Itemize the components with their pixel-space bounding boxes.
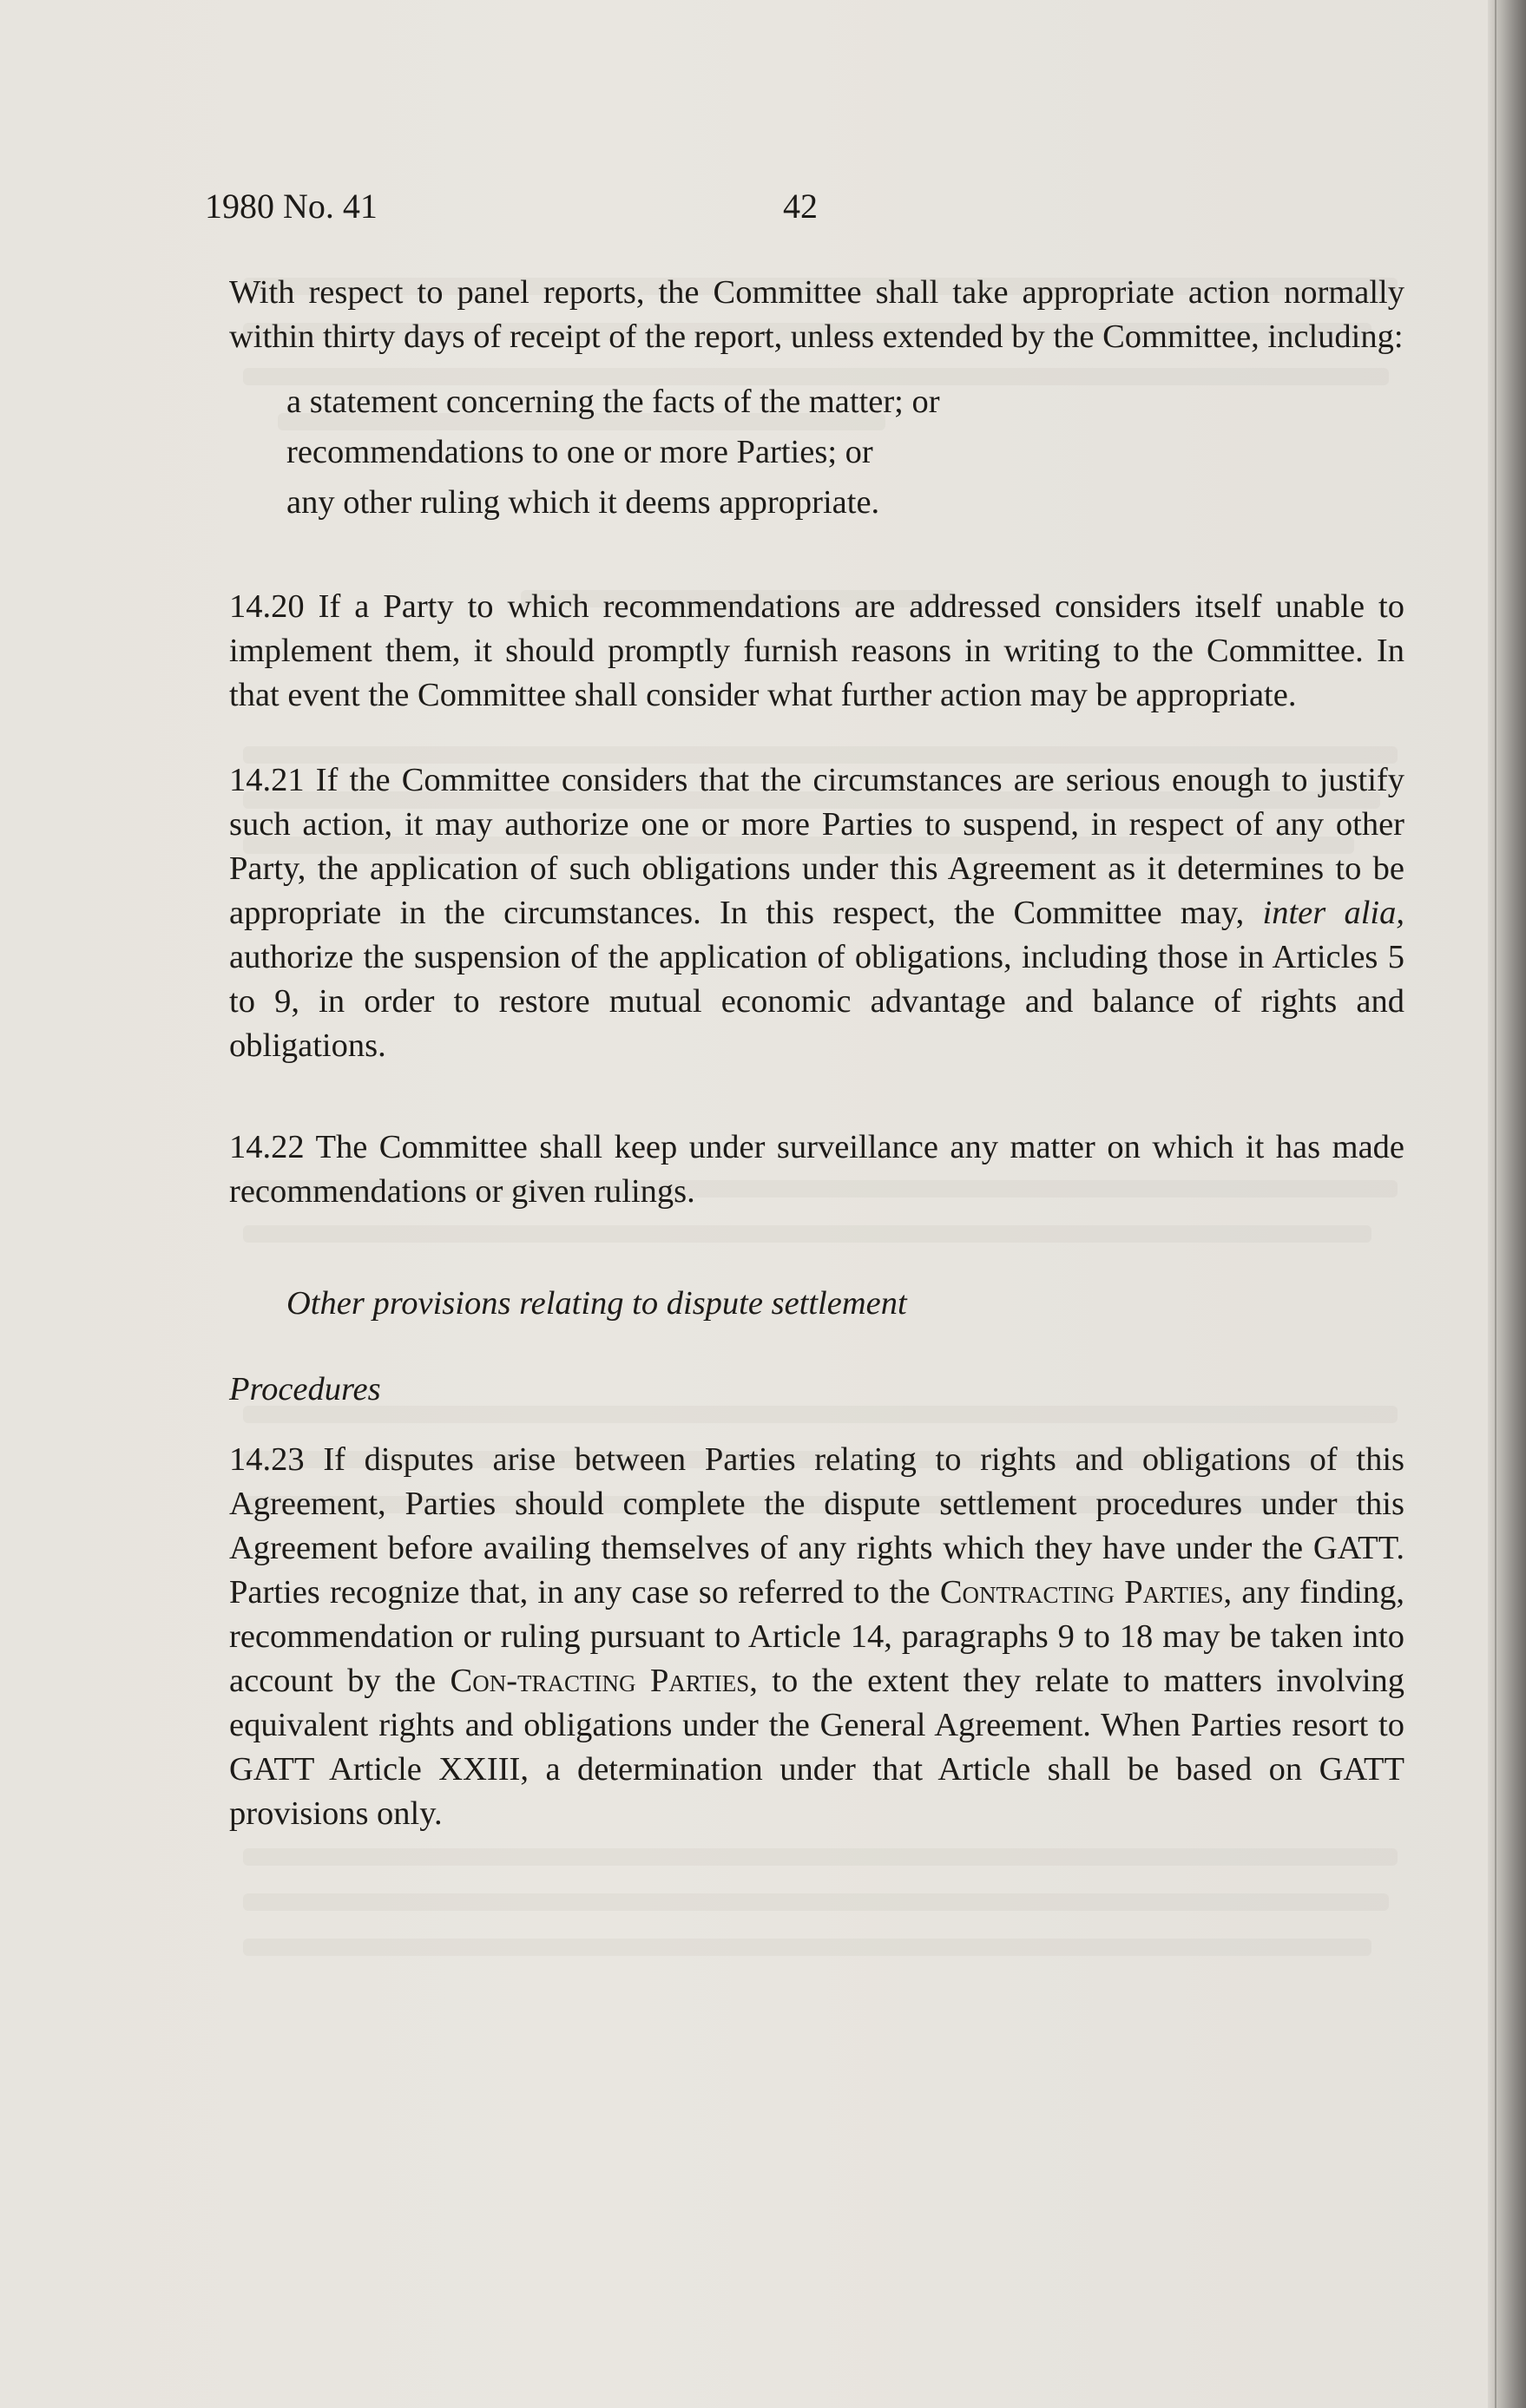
section-heading: Other provisions relating to dispute settlement [286, 1285, 907, 1322]
small-caps-term: Contracting Parties, [939, 1574, 1233, 1611]
paragraph-14-23 [229, 1438, 1404, 1836]
paragraph-text: any finding, recommendation or ruling pursuant to Article 14, paragraphs 9 to 18 may be taken into account by the [229, 1574, 1405, 1699]
list-item: any other ruling which it deems appropriate. [286, 484, 880, 521]
paragraph-14-21 [229, 758, 1404, 1068]
sub-heading: Procedures [229, 1371, 381, 1407]
document-reference: 1980 No. 41 [205, 187, 378, 226]
list-item: a statement concerning the facts of the matter; or [286, 384, 940, 420]
paragraph-number: 14.21 [229, 762, 305, 798]
paragraph-text: authorize the suspension of the application of obligations, including those in Articles 5 to 9, in order to restore mutual economic advantage and balance of rights and obligations. [229, 939, 1404, 1064]
paragraph-number: 14.22 [229, 1129, 305, 1165]
paragraph-text: The Committee shall keep under surveillance any matter on which it has made recommendations or given rulings. [229, 1129, 1404, 1210]
page-number: 42 [783, 187, 818, 226]
page-edge-line [1495, 0, 1496, 2408]
list-item: recommendations to one or more Parties; or [286, 434, 873, 470]
body-text [229, 271, 1404, 1836]
page-edge-shadow [1488, 0, 1526, 2408]
paragraph-text: If disputes arise between Parties relating to rights and obligations of this Agreement, Parties should complete the dispute settlement procedures under this Agreement before availing themselves of any rights which they have under the GATT. Parties recognize that, in any case so referred to the [229, 1441, 1405, 1611]
paragraph-number: 14.23 [229, 1441, 305, 1478]
paragraph-14-20 [229, 585, 1404, 718]
paragraph-14-22 [229, 1125, 1404, 1214]
intro-paragraph: With respect to panel reports, the Committee shall take appropriate action normally within thirty days of receipt of the report, unless extended by the Committee, including: [229, 274, 1404, 355]
paragraph-number: 14.20 [229, 588, 305, 625]
paragraph-text: to the extent they relate to matters involving equivalent rights and obligations under the General Agreement. When Parties resort to GATT Article XXIII, a determination under that Article shall be based on GATT provisions only. [229, 1663, 1405, 1832]
emphasis-text: inter alia, [1262, 895, 1404, 931]
action-list [286, 377, 1404, 528]
paragraph-text: If the Committee considers that the circumstances are serious enough to justify such action, it may authorize one or more Parties to suspend, in respect of any other Party, the application of such obligations under this Agreement as it determines to be appropriate in the circumstances. In this respect, the Committee may, [229, 762, 1404, 931]
paragraph-text: If a Party to which recommendations are addressed considers itself unable to implement them, it should promptly furnish reasons in writing to the Committee. In that event the Committee shall consider what further action may be appropriate. [229, 588, 1405, 713]
small-caps-term: Con-tracting Parties, [450, 1663, 758, 1699]
